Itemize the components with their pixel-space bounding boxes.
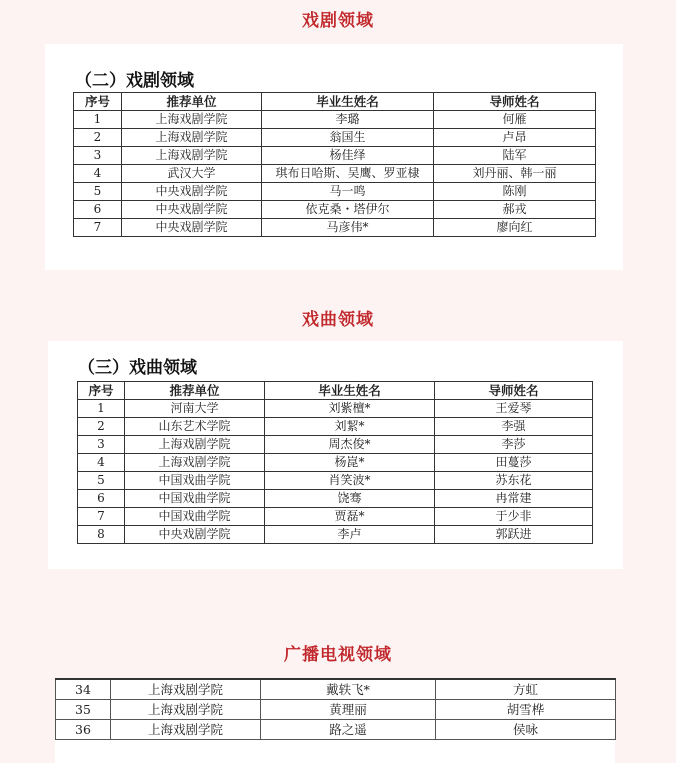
cell-graduate: 马彦伟* bbox=[262, 219, 434, 237]
cell-graduate: 琪布日哈斯、吴鹰、罗亚棣 bbox=[262, 165, 434, 183]
header-index: 序号 bbox=[74, 93, 122, 111]
cell-advisor: 何雁 bbox=[434, 111, 596, 129]
opera-table bbox=[77, 381, 593, 544]
cell-advisor: 刘丹丽、韩一丽 bbox=[434, 165, 596, 183]
cell-unit: 上海戏剧学院 bbox=[122, 111, 262, 129]
cell-advisor: 田蔓莎 bbox=[435, 454, 593, 472]
cell-index: 7 bbox=[74, 219, 122, 237]
cell-unit: 中央戏剧学院 bbox=[122, 219, 262, 237]
header-graduate: 毕业生姓名 bbox=[262, 93, 434, 111]
table-row bbox=[74, 201, 596, 219]
cell-index: 6 bbox=[74, 201, 122, 219]
cell-graduate: 翁国生 bbox=[262, 129, 434, 147]
cell-advisor: 侯咏 bbox=[436, 720, 616, 740]
cell-index: 35 bbox=[56, 700, 111, 720]
table-row bbox=[78, 454, 593, 472]
table-row bbox=[78, 526, 593, 544]
cell-graduate: 杨崑* bbox=[265, 454, 435, 472]
broadcast-table bbox=[55, 678, 616, 740]
cell-unit: 上海戏剧学院 bbox=[122, 129, 262, 147]
header-advisor: 导师姓名 bbox=[435, 382, 593, 400]
table-header-row bbox=[78, 382, 593, 400]
cell-unit: 中央戏剧学院 bbox=[125, 526, 265, 544]
cell-index: 34 bbox=[56, 679, 111, 700]
cell-graduate: 李卢 bbox=[265, 526, 435, 544]
cell-index: 5 bbox=[78, 472, 125, 490]
cell-unit: 河南大学 bbox=[125, 400, 265, 418]
drama-table bbox=[73, 92, 596, 237]
cell-index: 36 bbox=[56, 720, 111, 740]
cell-advisor: 郝戎 bbox=[434, 201, 596, 219]
cell-unit: 上海戏剧学院 bbox=[125, 454, 265, 472]
cell-graduate: 肖笑波* bbox=[265, 472, 435, 490]
cell-advisor: 方虹 bbox=[436, 679, 616, 700]
table-row bbox=[78, 508, 593, 526]
cell-advisor: 王爱琴 bbox=[435, 400, 593, 418]
table-row bbox=[56, 679, 616, 700]
table-row bbox=[78, 400, 593, 418]
table-row bbox=[74, 129, 596, 147]
cell-unit: 上海戏剧学院 bbox=[111, 679, 261, 700]
cell-index: 3 bbox=[78, 436, 125, 454]
cell-unit: 上海戏剧学院 bbox=[111, 700, 261, 720]
cell-index: 2 bbox=[78, 418, 125, 436]
opera-table-card bbox=[48, 341, 623, 569]
table-row bbox=[74, 111, 596, 129]
cell-advisor: 苏东花 bbox=[435, 472, 593, 490]
cell-unit: 武汉大学 bbox=[122, 165, 262, 183]
cell-advisor: 李强 bbox=[435, 418, 593, 436]
cell-index: 4 bbox=[78, 454, 125, 472]
drama-table-card bbox=[45, 44, 623, 270]
cell-graduate: 贾磊* bbox=[265, 508, 435, 526]
cell-unit: 山东艺术学院 bbox=[125, 418, 265, 436]
table-row bbox=[78, 472, 593, 490]
cell-unit: 中国戏曲学院 bbox=[125, 472, 265, 490]
cell-advisor: 冉常建 bbox=[435, 490, 593, 508]
cell-graduate: 马一鸣 bbox=[262, 183, 434, 201]
cell-unit: 中央戏剧学院 bbox=[122, 201, 262, 219]
cell-index: 8 bbox=[78, 526, 125, 544]
cell-unit: 中国戏曲学院 bbox=[125, 490, 265, 508]
table-row bbox=[56, 700, 616, 720]
table-row bbox=[56, 720, 616, 740]
cell-advisor: 郭跃进 bbox=[435, 526, 593, 544]
table-row bbox=[74, 219, 596, 237]
cell-index: 7 bbox=[78, 508, 125, 526]
cell-advisor: 卢昂 bbox=[434, 129, 596, 147]
table-row bbox=[78, 490, 593, 508]
cell-unit: 上海戏剧学院 bbox=[122, 147, 262, 165]
cell-graduate: 戴轶飞* bbox=[261, 679, 436, 700]
cell-advisor: 陆军 bbox=[434, 147, 596, 165]
cell-index: 4 bbox=[74, 165, 122, 183]
cell-unit: 中国戏曲学院 bbox=[125, 508, 265, 526]
cell-unit: 上海戏剧学院 bbox=[111, 720, 261, 740]
cell-graduate: 刘紫檀* bbox=[265, 400, 435, 418]
header-graduate: 毕业生姓名 bbox=[265, 382, 435, 400]
table-row bbox=[78, 436, 593, 454]
cell-graduate: 杨佳绎 bbox=[262, 147, 434, 165]
cell-graduate: 周杰俊* bbox=[265, 436, 435, 454]
cell-index: 2 bbox=[74, 129, 122, 147]
header-unit: 推荐单位 bbox=[122, 93, 262, 111]
table-row bbox=[78, 418, 593, 436]
cell-graduate: 路之遥 bbox=[261, 720, 436, 740]
cell-graduate: 饶骞 bbox=[265, 490, 435, 508]
table-header-row bbox=[74, 93, 596, 111]
section-heading-drama: 戏剧领域 bbox=[302, 11, 374, 31]
broadcast-table-card bbox=[55, 678, 615, 763]
cell-index: 5 bbox=[74, 183, 122, 201]
table-row bbox=[74, 183, 596, 201]
section-heading-opera: 戏曲领域 bbox=[302, 310, 374, 330]
header-index: 序号 bbox=[78, 382, 125, 400]
header-unit: 推荐单位 bbox=[125, 382, 265, 400]
drama-table-title: （二）戏剧领域 bbox=[75, 71, 194, 91]
cell-index: 3 bbox=[74, 147, 122, 165]
cell-unit: 上海戏剧学院 bbox=[125, 436, 265, 454]
cell-unit: 中央戏剧学院 bbox=[122, 183, 262, 201]
cell-graduate: 刘絜* bbox=[265, 418, 435, 436]
cell-graduate: 依克桑・塔伊尔 bbox=[262, 201, 434, 219]
cell-advisor: 廖向红 bbox=[434, 219, 596, 237]
cell-graduate: 黄理丽 bbox=[261, 700, 436, 720]
cell-graduate: 李璐 bbox=[262, 111, 434, 129]
header-advisor: 导师姓名 bbox=[434, 93, 596, 111]
cell-index: 1 bbox=[78, 400, 125, 418]
cell-advisor: 李莎 bbox=[435, 436, 593, 454]
table-row bbox=[74, 165, 596, 183]
cell-advisor: 胡雪桦 bbox=[436, 700, 616, 720]
cell-index: 1 bbox=[74, 111, 122, 129]
section-heading-broadcast: 广播电视领域 bbox=[284, 645, 392, 665]
cell-advisor: 于少非 bbox=[435, 508, 593, 526]
opera-table-title: （三）戏曲领域 bbox=[78, 358, 197, 378]
cell-index: 6 bbox=[78, 490, 125, 508]
table-row bbox=[74, 147, 596, 165]
cell-advisor: 陈刚 bbox=[434, 183, 596, 201]
